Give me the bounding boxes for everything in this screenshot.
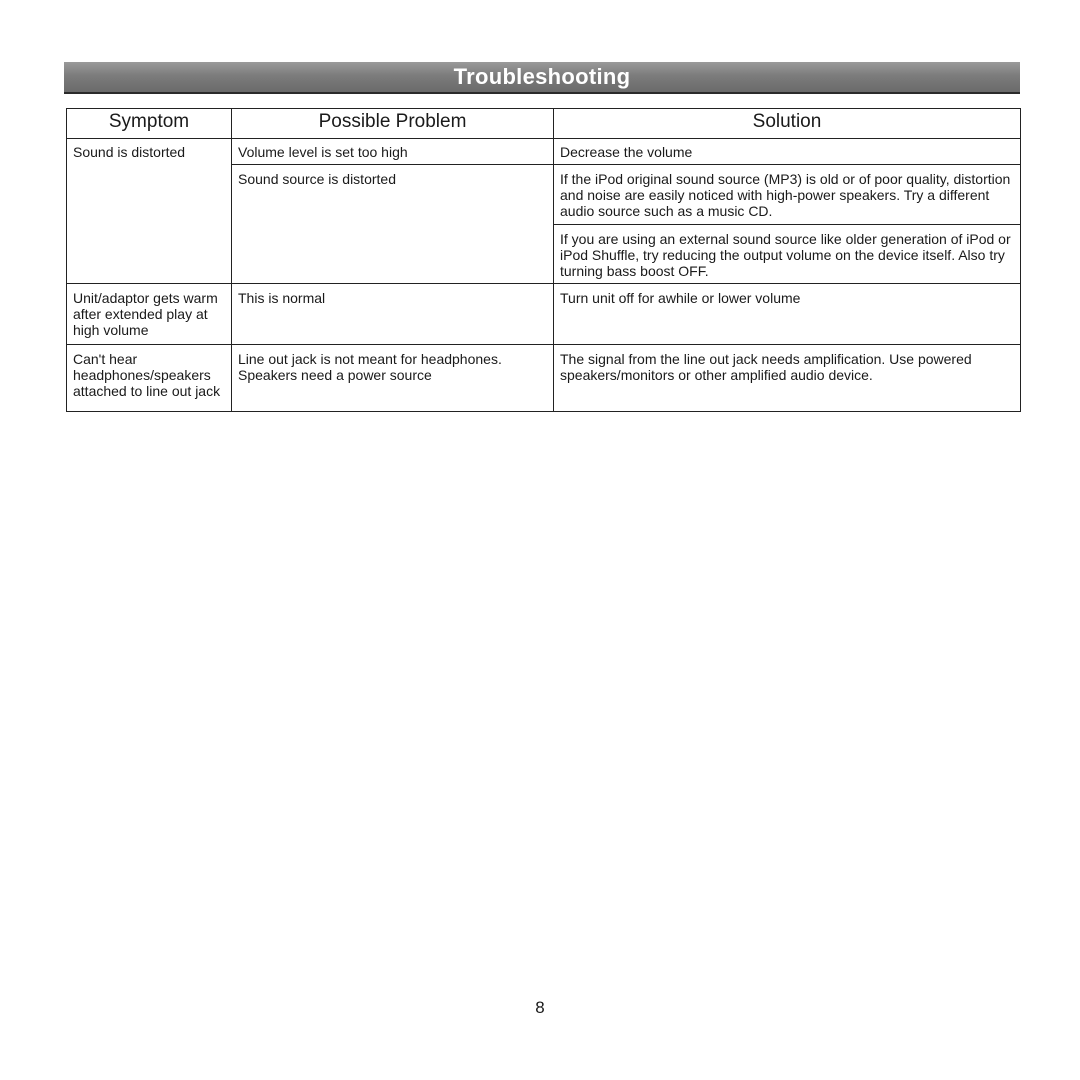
symptom-cell: Can't hear headphones/speakers attached to line out jack (67, 345, 232, 412)
header-possible-problem: Possible Problem (232, 109, 554, 139)
table-header-row (67, 109, 1021, 139)
solution-cell: Turn unit off for awhile or lower volume (554, 284, 1021, 345)
section-title: Troubleshooting (453, 64, 631, 89)
symptom-cell: Sound is distorted (67, 139, 232, 284)
table-row (67, 284, 1021, 345)
problem-cell: Volume level is set too high (232, 139, 554, 165)
symptom-cell: Unit/adaptor gets warm after extended play at high volume (67, 284, 232, 345)
problem-cell: Line out jack is not meant for headphones. Speakers need a power source (232, 345, 554, 412)
page-number: 8 (535, 998, 545, 1017)
problem-cell: This is normal (232, 284, 554, 345)
table-row (67, 139, 1021, 165)
header-symptom: Symptom (67, 109, 232, 139)
header-solution: Solution (554, 109, 1021, 139)
troubleshooting-table (66, 108, 1021, 412)
solution-cell: If the iPod original sound source (MP3) is old or of poor quality, distortion and noise are easily noticed with high-power speakers. Try a different audio source such as a music CD. (554, 165, 1021, 225)
table-row (67, 345, 1021, 412)
problem-cell: Sound source is distorted (232, 165, 554, 284)
solution-cell: If you are using an external sound source like older generation of iPod or iPod Shuffle, try reducing the output volume on the device itself. Also try turning bass boost OFF. (554, 225, 1021, 284)
solution-cell: The signal from the line out jack needs amplification. Use powered speakers/monitors or other amplified audio device. (554, 345, 1021, 412)
solution-cell: Decrease the volume (554, 139, 1021, 165)
section-title-bar (64, 62, 1020, 94)
